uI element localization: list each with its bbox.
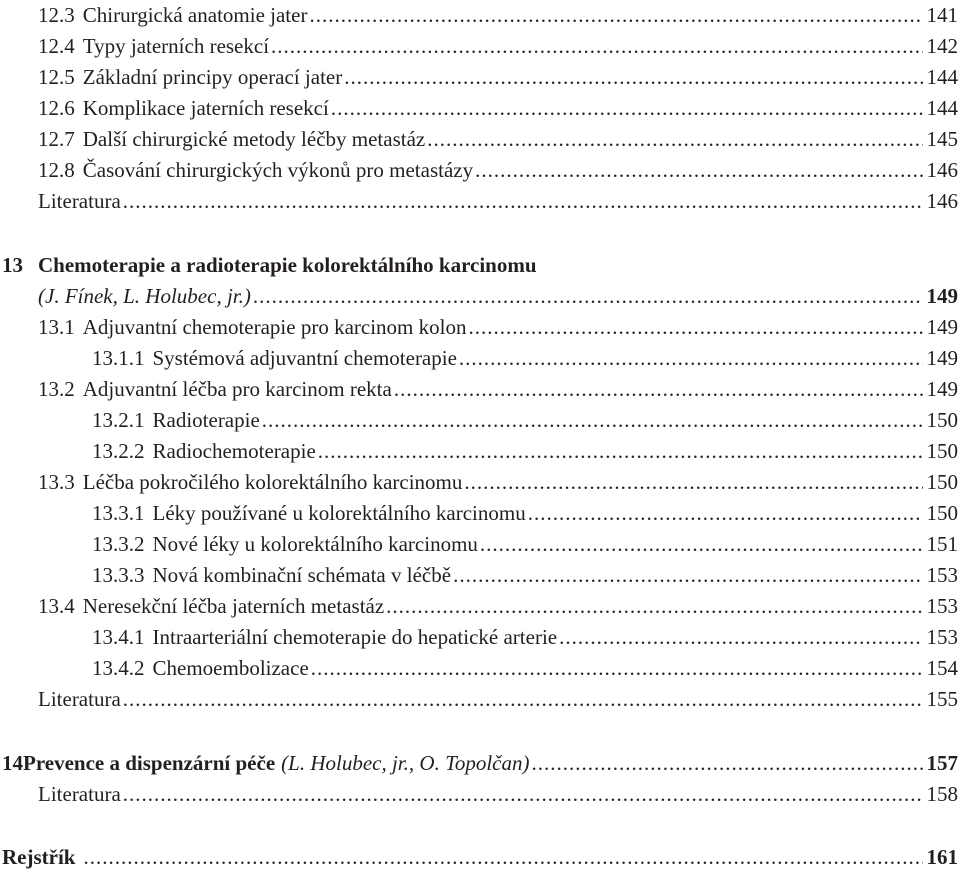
section-title: Další chirurgické metody léčby metastáz <box>82 127 426 151</box>
page-number: 153 <box>926 563 958 587</box>
section-title: Neresekční léčba jaterních metastáz <box>82 594 385 618</box>
dot-leader <box>386 591 922 622</box>
page-number: 150 <box>926 408 958 432</box>
toc-entry-12-7[interactable] <box>38 124 958 155</box>
section-number: 13.3.2 <box>92 532 145 556</box>
section-number: 13.3 <box>38 470 75 494</box>
page-number: 154 <box>926 656 958 680</box>
page-number: 146 <box>926 189 958 213</box>
toc-entry-13-4-2[interactable] <box>92 653 958 684</box>
toc-entry-13-1-1[interactable] <box>92 343 958 374</box>
section-number: 12.7 <box>38 127 75 151</box>
page-number: 161 <box>926 845 958 869</box>
dot-leader <box>123 684 923 715</box>
page-number: 141 <box>926 3 958 27</box>
dot-leader <box>453 560 922 591</box>
page-number: 149 <box>926 346 958 370</box>
toc-entry-13-2[interactable] <box>38 374 958 405</box>
section-title: Léky používané u kolorektálního karcinomu <box>152 501 526 525</box>
page-number: 149 <box>926 377 958 401</box>
page-number: 151 <box>926 532 958 556</box>
page-number: 150 <box>926 439 958 463</box>
toc-entry-index[interactable] <box>2 842 958 873</box>
section-number: 13.3.3 <box>92 563 145 587</box>
toc-entry-literatura-13[interactable] <box>38 684 958 715</box>
page-number: 153 <box>926 594 958 618</box>
dot-leader <box>344 62 922 93</box>
section-title: Typy jaterních resekcí <box>82 34 270 58</box>
page-number: 144 <box>926 65 958 89</box>
page-number: 157 <box>926 751 958 775</box>
dot-leader <box>459 343 923 374</box>
section-number: 12.3 <box>38 3 75 27</box>
dot-leader <box>468 312 922 343</box>
section-title: Radiochemoterapie <box>152 439 316 463</box>
dot-leader <box>83 842 922 873</box>
dot-leader <box>271 31 922 62</box>
section-number: 13.1.1 <box>92 346 145 370</box>
section-number: 13.4 <box>38 594 75 618</box>
toc-entry-13-3-2[interactable] <box>92 529 958 560</box>
chapter-title: Chemoterapie a radioterapie kolorektálního karcinomu <box>38 253 537 277</box>
section-title: Rejstřík <box>2 845 76 869</box>
section-title: Intraarteriální chemoterapie do hepatické arterie <box>152 625 558 649</box>
dot-leader <box>309 0 922 31</box>
page-number: 149 <box>926 315 958 339</box>
toc-entry-13-2-1[interactable] <box>92 405 958 436</box>
section-number: 13.1 <box>38 315 75 339</box>
dot-leader <box>475 155 922 186</box>
page-number: 146 <box>926 158 958 182</box>
chapter-13-heading[interactable] <box>2 250 537 281</box>
chapter-title: Prevence a dispenzární péče <box>23 751 276 775</box>
toc-entry-12-6[interactable] <box>38 93 958 124</box>
section-number: 12.4 <box>38 34 75 58</box>
dot-leader <box>531 748 922 779</box>
section-title: Komplikace jaterních resekcí <box>82 96 329 120</box>
section-title: Literatura <box>38 687 121 711</box>
chapter-number: 13 <box>2 253 23 277</box>
toc-entry-12-5[interactable] <box>38 62 958 93</box>
toc-entry-12-3[interactable] <box>38 0 958 31</box>
section-title: Léčba pokročilého kolorektálního karcinomu <box>82 470 463 494</box>
toc-entry-literatura-12[interactable] <box>38 186 958 217</box>
dot-leader <box>394 374 923 405</box>
section-number: 13.4.2 <box>92 656 145 680</box>
page-number: 144 <box>926 96 958 120</box>
section-title: Chirurgická anatomie jater <box>82 3 308 27</box>
toc-entry-13-3[interactable] <box>38 467 958 498</box>
toc-entry-12-4[interactable] <box>38 31 958 62</box>
dot-leader <box>528 498 923 529</box>
section-title: Literatura <box>38 189 121 213</box>
toc-entry-13-3-1[interactable] <box>92 498 958 529</box>
section-title: Časování chirurgických výkonů pro metastázy <box>82 158 474 182</box>
dot-leader <box>427 124 922 155</box>
chapter-14-heading[interactable] <box>2 748 958 779</box>
page-number: 155 <box>926 687 958 711</box>
page-number: 150 <box>926 470 958 494</box>
toc-entry-13-1[interactable] <box>38 312 958 343</box>
toc-entry-literatura-14[interactable] <box>38 779 958 810</box>
toc-entry-12-8[interactable] <box>38 155 958 186</box>
section-title: Radioterapie <box>152 408 260 432</box>
page-number: 153 <box>926 625 958 649</box>
page-number: 142 <box>926 34 958 58</box>
page-number: 149 <box>926 284 958 308</box>
section-title: Chemoembolizace <box>152 656 309 680</box>
section-number: 12.6 <box>38 96 75 120</box>
section-title: Adjuvantní léčba pro karcinom rekta <box>82 377 392 401</box>
chapter-authors: (L. Holubec, jr., O. Topolčan) <box>281 751 530 775</box>
section-title: Nové léky u kolorektálního karcinomu <box>152 532 478 556</box>
section-title: Nová kombinační schémata v léčbě <box>152 563 452 587</box>
chapter-13-authors-line[interactable] <box>38 281 958 312</box>
section-number: 13.2 <box>38 377 75 401</box>
page-number: 158 <box>926 782 958 806</box>
toc-entry-13-4[interactable] <box>38 591 958 622</box>
section-number: 13.2.2 <box>92 439 145 463</box>
dot-leader <box>123 186 923 217</box>
chapter-number: 14 <box>2 751 23 775</box>
section-title: Literatura <box>38 782 121 806</box>
section-title: Systémová adjuvantní chemoterapie <box>152 346 457 370</box>
section-title: Adjuvantní chemoterapie pro karcinom kolon <box>82 315 467 339</box>
section-title: Základní principy operací jater <box>82 65 343 89</box>
chapter-authors: (J. Fínek, L. Holubec, jr.) <box>38 284 251 308</box>
dot-leader <box>331 93 923 124</box>
section-number: 13.2.1 <box>92 408 145 432</box>
dot-leader <box>464 467 922 498</box>
dot-leader <box>559 622 922 653</box>
dot-leader <box>311 653 923 684</box>
section-number: 13.3.1 <box>92 501 145 525</box>
page-number: 150 <box>926 501 958 525</box>
dot-leader <box>123 779 923 810</box>
toc-entry-13-3-3[interactable] <box>92 560 958 591</box>
dot-leader <box>253 281 923 312</box>
section-number: 12.5 <box>38 65 75 89</box>
toc-entry-13-2-2[interactable] <box>92 436 958 467</box>
dot-leader <box>262 405 923 436</box>
section-number: 13.4.1 <box>92 625 145 649</box>
dot-leader <box>318 436 923 467</box>
toc-entry-13-4-1[interactable] <box>92 622 958 653</box>
dot-leader <box>480 529 923 560</box>
section-number: 12.8 <box>38 158 75 182</box>
page-number: 145 <box>926 127 958 151</box>
